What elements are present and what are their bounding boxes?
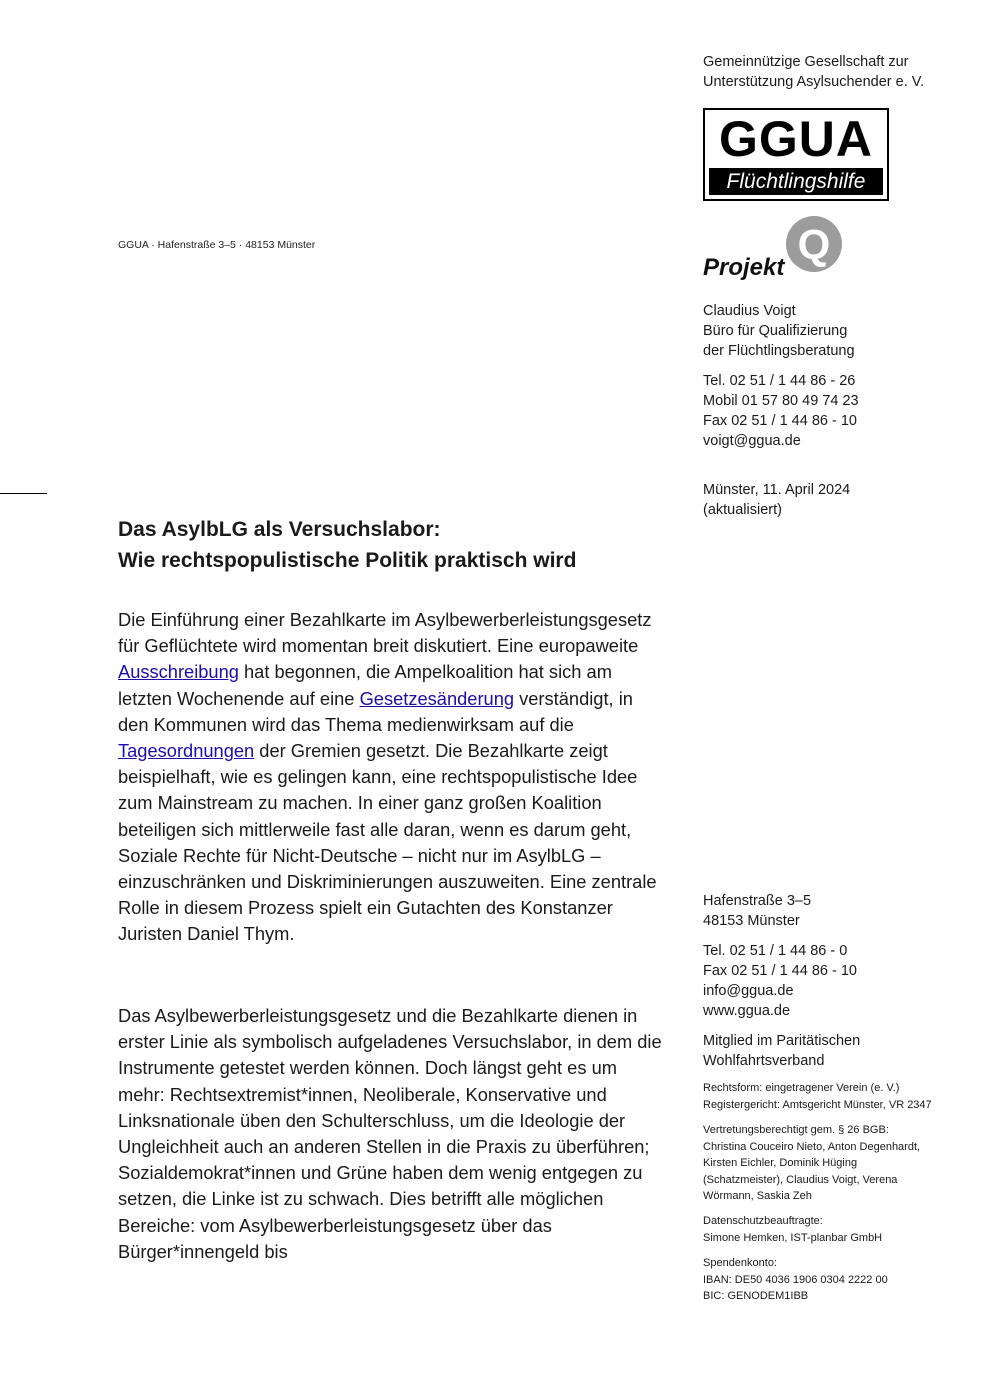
privacy-line: Simone Hemken, IST-planbar GmbH [703,1231,883,1244]
organization-name-line: Gemeinnützige Gesellschaft zur [703,54,909,70]
contact-details [703,371,973,451]
contact-name: Claudius Voigt [703,303,796,319]
bank-line: IBAN: DE50 4036 1906 0304 2222 00 [703,1273,888,1286]
paragraph-1 [118,607,663,948]
footer-address-line: 48153 Münster [703,913,800,929]
projekt-q-logo [703,212,853,284]
paragraph-text: verständigt, in den Kommunen wird das Thema medienwirksam auf die [118,687,633,735]
board-line: Kirsten Eichler, Dominik Hüging [703,1157,858,1170]
organization-name [703,52,973,92]
footer-board [703,1122,973,1205]
contact-fax: Fax 02 51 / 1 44 86 - 10 [703,413,857,429]
board-line: (Schatzmeister), Claudius Voigt, Verena [703,1173,898,1186]
contact-department-line: Büro für Qualifizierung [703,323,848,339]
title-line: Wie rechtspopulistische Politik praktisch wird [118,549,577,572]
board-line: Vertretungsberechtigt gem. § 26 BGB: [703,1124,889,1136]
contact-mobile: Mobil 01 57 80 49 74 23 [703,393,859,409]
footer-membership [703,1031,973,1071]
date-note: (aktualisiert) [703,502,782,518]
link-tagesordnungen[interactable]: Tagesordnungen [118,740,255,762]
link-ausschreibung[interactable]: Ausschreibung [118,661,239,683]
logo-ggua-text: GGUA [719,111,873,167]
bank-line: BIC: GENODEM1IBB [703,1290,809,1303]
footer-privacy [703,1213,973,1246]
paragraph-text: Die Einführung einer Bezahlkarte im Asylbewerberleistungsgesetz für Geflüchtete wird momentan breit diskutiert. Eine europaweite [118,609,652,657]
ggua-logo [703,108,889,201]
board-line: Wörmann, Saskia Zeh [703,1190,812,1203]
membership-line: Wohlfahrtsverband [703,1053,825,1069]
legal-line: Rechtsform: eingetragener Verein (e. V.) [703,1082,900,1094]
footer-contact [703,941,973,1021]
paragraph-text: hat begonnen, die Ampelkoalition hat sich am letzten Wochenende auf eine [118,661,612,709]
link-gesetzesaenderung[interactable]: Gesetzesänderung [359,687,515,709]
sender-address-line: GGUA · Hafenstraße 3–5 · 48153 Münster [118,239,316,251]
footer-legal [703,1080,973,1113]
membership-line: Mitglied im Paritätischen [703,1033,861,1049]
privacy-line: Datenschutzbeauftragte: [703,1215,823,1227]
footer-address-line: Hafenstraße 3–5 [703,893,812,909]
footer-fax: Fax 02 51 / 1 44 86 - 10 [703,963,857,979]
projekt-q-letter: Q [797,221,831,268]
footer-phone: Tel. 02 51 / 1 44 86 - 0 [703,943,848,959]
contact-email[interactable]: voigt@ggua.de [703,433,801,449]
fold-mark [0,493,47,494]
document-date [703,480,973,520]
contact-person [703,301,973,361]
contact-phone: Tel. 02 51 / 1 44 86 - 26 [703,373,856,389]
paragraph-text: der Gremien gesetzt. Die Bezahlkarte zeigt beispielhaft, wie es gelingen kann, eine rechtspopulistische Idee zum Mainstream zu machen. In einer ganz großen Koalition beteiligen sich mittlerweile fast alle daran, wenn es darum geht, Soziale Rechte für Nicht-Deutsche – nicht nur im AsylbLG – einzuschränken und Diskriminierungen auszuweiten. Eine zentrale Rolle in diesem Prozess spielt ein Gutachten des Konstanzer Juristen Daniel Thym. [118,740,657,945]
legal-line: Registergericht: Amtsgericht Münster, VR 2347 [703,1098,932,1111]
document-title [118,514,678,576]
board-line: Christina Couceiro Nieto, Anton Degenhardt, [703,1140,921,1153]
title-line: Das AsylbLG als Versuchslabor: [118,518,441,541]
footer-email[interactable]: info@ggua.de [703,983,794,999]
date-line: Münster, 11. April 2024 [703,482,851,498]
contact-department-line: der Flüchtlingsberatung [703,343,855,359]
logo-fluechtlingshilfe-text: Flüchtlingshilfe [709,168,883,195]
projekt-word: Projekt [703,254,785,281]
organization-name-line: Unterstützung Asylsuchender e. V. [703,74,925,90]
footer-website[interactable]: www.ggua.de [703,1003,791,1019]
footer-bank [703,1255,973,1305]
bank-line: Spendenkonto: [703,1257,778,1269]
footer-address [703,891,973,931]
paragraph-2: Das Asylbewerberleistungsgesetz und die Bezahlkarte dienen in erster Linie als symbolisch aufgeladenes Versuchslabor, in dem die Instrumente getestet werden können. Doch längst geht es um mehr: Rechtsextremist*innen, Neoliberale, Konservative und Linksnationale üben den Schulterschluss, um die Ideologie der Ungleichheit auch an anderen Stellen in die Praxis zu überführen; Sozialdemokrat*innen und Grüne haben dem wenig entgegen zu setzen, die Linke ist zu schwach. Dies betrifft alle möglichen Bereiche: vom Asylbewerberleistungsgesetz über das Bürger*innengeld bis [118,1005,662,1262]
